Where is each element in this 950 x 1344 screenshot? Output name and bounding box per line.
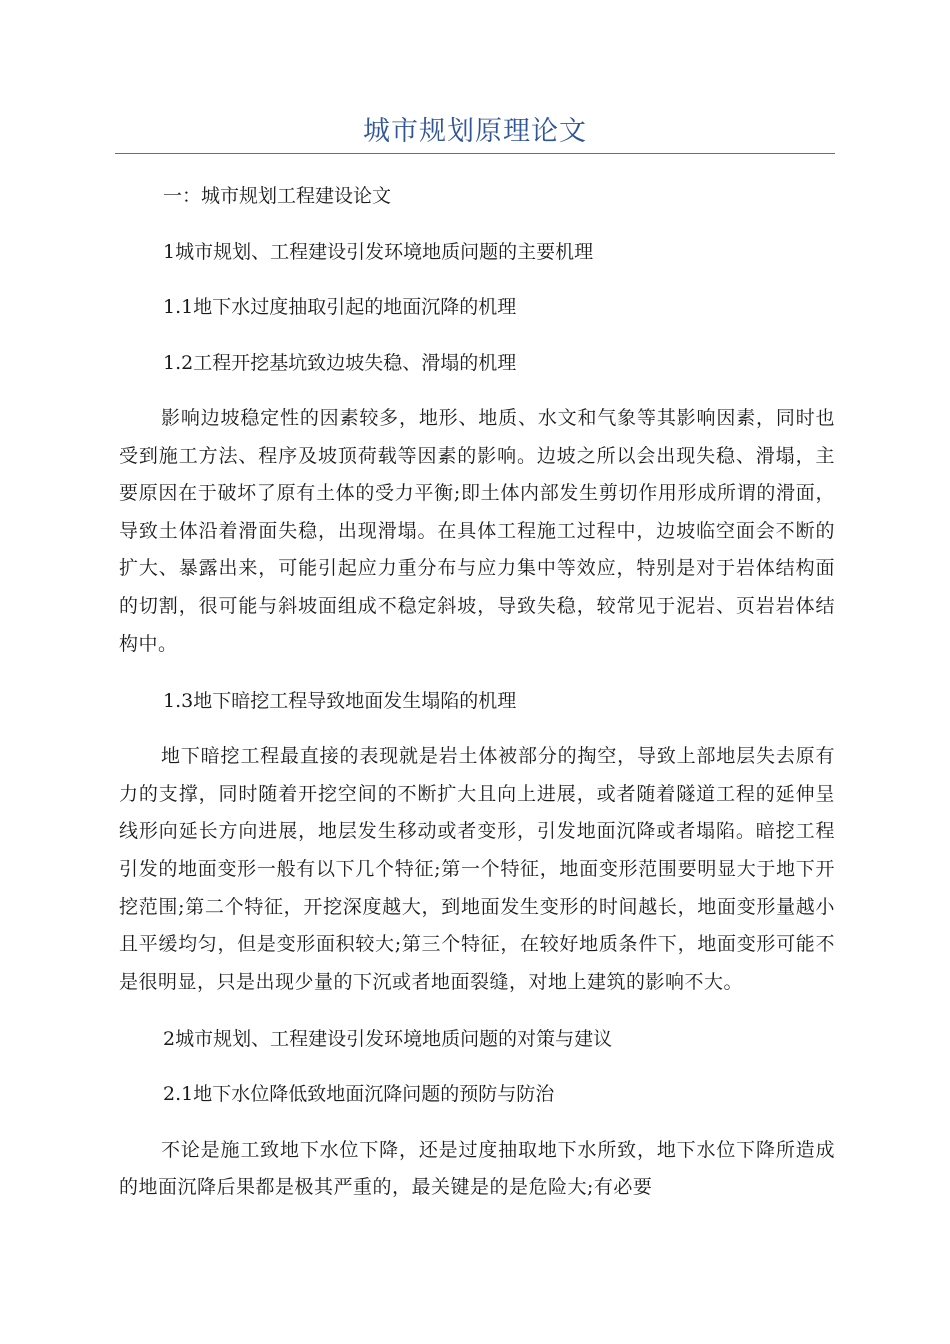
page-title: 城市规划原理论文	[363, 116, 587, 147]
document-body	[119, 178, 835, 1207]
section-heading: 1.2工程开挖基坑致边坡失稳、滑塌的机理	[163, 351, 517, 374]
body-paragraph: 不论是施工致地下水位下降，还是过度抽取地下水所致，地下水位下降所造成的地面沉降后果都是极其严重的，最关键是的是危险大;有必要	[119, 1138, 835, 1199]
body-paragraph: 地下暗挖工程最直接的表现就是岩土体被部分的掏空，导致上部地层失去原有力的支撑，同时随着开挖空间的不断扩大且向上进展，或者随着隧道工程的延伸呈线形向延长方向进展，地层发生移动或者变形，引发地面沉降或者塌陷。暗挖工程引发的地面变形一般有以下几个特征;第一个特征，地面变形范围要明显大于地下开挖范围;第二个特征，开挖深度越大，到地面发生变形的时间越长，地面变形量越小且平缓均匀，但是变形面积较大;第三个特征，在较好地质条件下，地面变形可能不是很明显，只是出现少量的下沉或者地面裂缝，对地上建筑的影响不大。	[119, 745, 835, 993]
section-heading: 2城市规划、工程建设引发环境地质问题的对策与建议	[163, 1027, 613, 1050]
section-heading: 1.1地下水过度抽取引起的地面沉降的机理	[163, 296, 517, 318]
section-heading: 1.3地下暗挖工程导致地面发生塌陷的机理	[163, 689, 517, 712]
section-heading: 一：城市规划工程建设论文	[163, 185, 392, 207]
section-heading: 2.1地下水位降低致地面沉降问题的预防与防治	[163, 1083, 555, 1106]
section-heading: 1城市规划、工程建设引发环境地质问题的主要机理	[163, 240, 594, 263]
body-paragraph: 影响边坡稳定性的因素较多，地形、地质、水文和气象等其影响因素，同时也受到施工方法、程序及坡顶荷载等因素的影响。边坡之所以会出现失稳、滑塌，主要原因在于破坏了原有土体的受力平衡;即土体内部发生剪切作用形成所谓的滑面，导致土体沿着滑面失稳，出现滑塌。在具体工程施工过程中，边坡临空面会不断的扩大、暴露出来，可能引起应力重分布与应力集中等效应，特别是对于岩体结构面的切割，很可能与斜坡面组成不稳定斜坡，导致失稳，较常见于泥岩、页岩岩体结构中。	[119, 407, 835, 655]
title-underline	[115, 153, 835, 154]
